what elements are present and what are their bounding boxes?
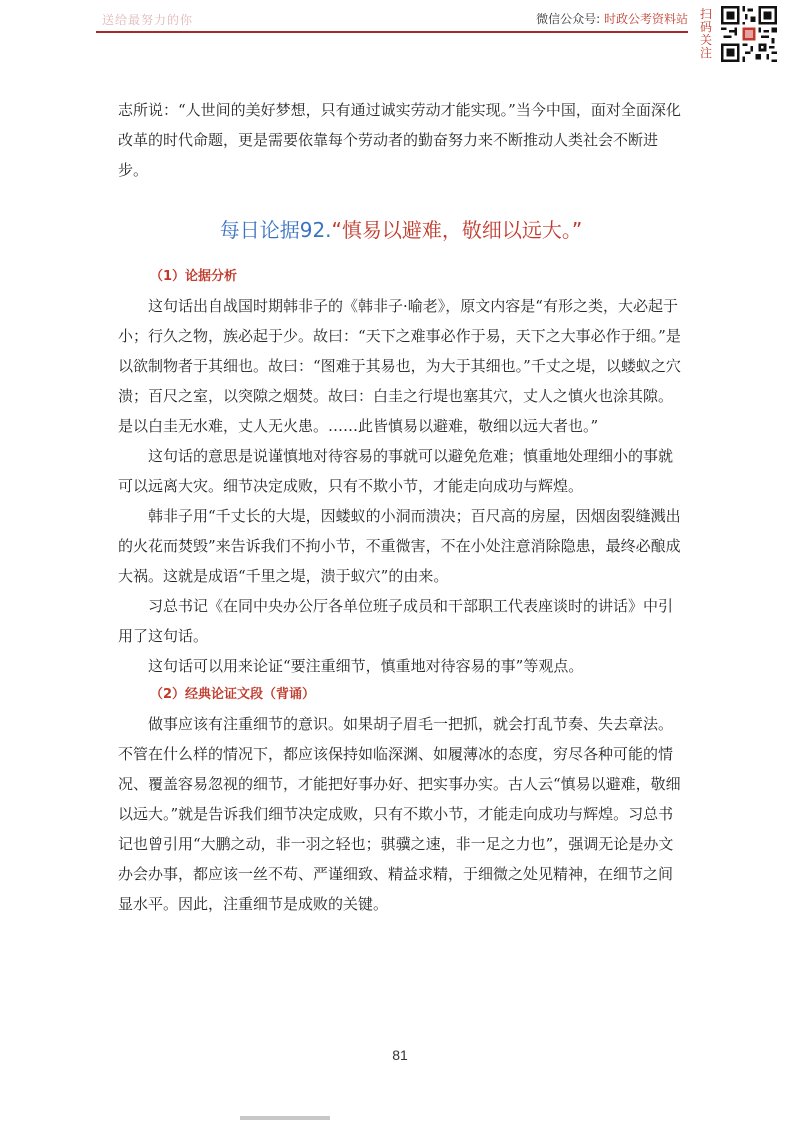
- article-title-prefix: 每日论据92.: [219, 218, 332, 242]
- article-title: [118, 215, 684, 245]
- header-account-name: 时政公考资料站: [603, 12, 688, 26]
- qr-code-icon[interactable]: [721, 6, 777, 62]
- paragraph-example: 韩非子用“千丈长的大堤，因蝼蚁的小洞而溃决；百尺高的房屋，因烟囱裂缝溅出的火花而焚毁”来告诉我们不拘小节，不重微害，不在小处注意消除隐患，最终必酿成大祸。这就是成语“千里之堤，溃于蚁穴”的由来。: [118, 507, 681, 585]
- header-rule: [96, 31, 688, 33]
- section-heading-classic: （2）经典论证文段（背诵）: [150, 687, 316, 702]
- section-heading-analysis: （1）论据分析: [150, 269, 238, 284]
- intro-paragraph: 志所说：“人世间的美好梦想，只有通过诚实劳动才能实现。”当今中国，面对全面深化改革的时代命题，更是需要依靠每个劳动者的勤奋努力来不断推动人类社会不断进步。: [118, 101, 681, 179]
- paragraph-usage: 这句话可以用来论证“要注重细节，慎重地对待容易的事”等观点。: [148, 657, 584, 675]
- header-slogan: 送给最努力的你: [102, 13, 194, 27]
- footer-watermark: [240, 1116, 330, 1120]
- article-title-quote: “慎易以避难，敬细以远大。”: [331, 218, 583, 242]
- scan-prompt: 扫码关注: [699, 7, 712, 60]
- header-account-label: 微信公众号:: [536, 12, 601, 26]
- page-number: 81: [392, 1047, 408, 1063]
- paragraph-classic: 做事应该有注重细节的意识。如果胡子眉毛一把抓，就会打乱节奏、失去章法。不管在什么样的情况下，都应该保持如临深渊、如履薄冰的态度，穷尽各种可能的情况、覆盖容易忽视的细节，才能把好事办好、把实事办实。古人云“慎易以避难，敬细以远大。”就是告诉我们细节决定成败，只有不欺小节，才能走向成功与辉煌。习总书记也曾引用“大鹏之动，非一羽之轻也；骐骥之速，非一足之力也”，强调无论是办文办会办事，都应该一丝不苟、严谨细致、精益求精，于细微之处见精神，在细节之间显水平。因此，注重细节是成败的关键。: [118, 715, 681, 913]
- document-body: [118, 95, 684, 919]
- paragraph-source: 这句话出自战国时期韩非子的《韩非子·喻老》，原文内容是“有形之类，大必起于小；行久之物，族必起于少。故曰：“天下之难事必作于易，天下之大事必作于细。”是以欲制物者于其细也。故曰：“图难于其易也，为大于其细也。”千丈之堤，以蝼蚁之穴溃；百尺之室，以突隙之烟焚。故曰：白圭之行堤也塞其穴，丈人之慎火也涂其隙。是以白圭无水难，丈人无火患。……此皆慎易以避难，敬细以远大者也。”: [118, 297, 681, 435]
- header-account: [536, 10, 688, 27]
- paragraph-meaning: 这句话的意思是说谨慎地对待容易的事就可以避免危难；慎重地处理细小的事就可以远离大灾。细节决定成败，只有不欺小节，才能走向成功与辉煌。: [118, 447, 674, 495]
- paragraph-citation: 习总书记《在同中央办公厅各单位班子成员和干部职工代表座谈时的讲话》中引用了这句话。: [118, 597, 674, 645]
- page-header: [0, 0, 800, 60]
